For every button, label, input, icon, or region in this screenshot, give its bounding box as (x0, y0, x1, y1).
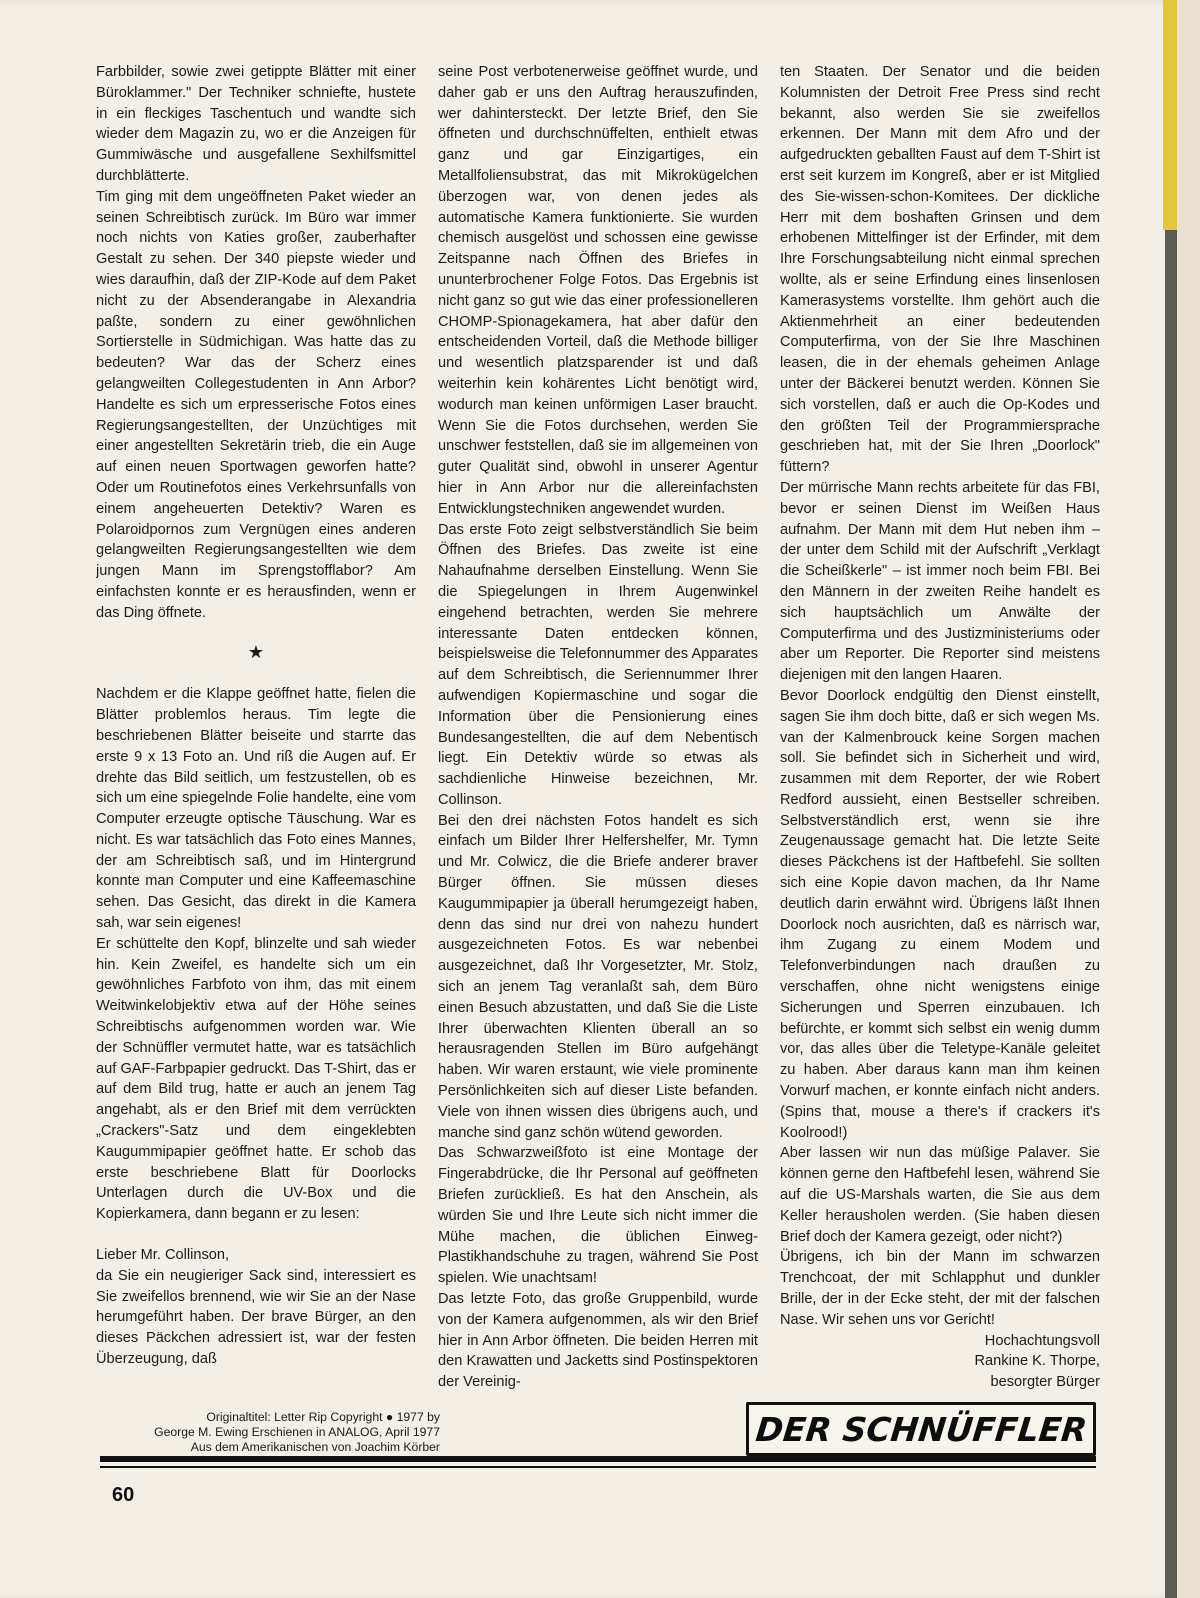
credit-line: Aus dem Amerikanischen von Joachim Körber (190, 1440, 440, 1455)
paragraph: Nachdem er die Klappe geöffnet hatte, fielen die Blätter problemlos heraus. Tim legte die beschriebenen Blätter beiseite und starrte das erste 9 x 13 Foto an. Und riß die Augen auf. Er drehte das Bild seitlich, um festzustellen, ob es sich um eine spiegelnde Folie handelte, eine vom Computer erzeugte optische Täuschung. War es nicht. Es war tatsächlich das Foto eines Mannes, der am Schreibtisch saß, und im Hintergrund konnte man Computer und eine Kaffeemaschine sehen. Das Gesicht, das direkt in die Kamera sah, war sein eigenes! (96, 686, 416, 932)
text-columns (96, 62, 1100, 1402)
paragraph: Das letzte Foto, das große Gruppenbild, wurde von der Kamera aufgenommen, als wir den Brief hier in Ann Arbor öffneten. Die beiden Herren mit den Krawatten und Jacketts sind Postinspektoren der Vereinig- (438, 1291, 758, 1391)
signature-name: Rankine K. Thorpe, (974, 1353, 1100, 1370)
paragraph: Übrigens, ich bin der Mann im schwarzen Trenchcoat, der mit Schlapphut und dunkler Brille, der in der Ecke steht, der mit der falschen Nase. Wir sehen uns vor Gericht! (780, 1249, 1100, 1328)
paragraph: Bei den drei nächsten Fotos handelt es sich einfach um Bilder Ihrer Helfershelfer, Mr. Tymn und Mr. Colwicz, die die Briefe anderer braver Bürger öffnen. Sie müssen dieses Kaugummipapier ja überall herumgezeigt haben, denn das sind nur drei von nahezu hundert ausgezeichneten Fotos. Es war nebenbei ausgezeichnet, daß Ihr Vorgesetzter, Mr. Stolz, sich an jenem Tag veranlaßt sah, dem Büro einen Besuch abzustatten, und daß Sie die Liste Ihrer überwachten Klienten überall an so herausragenden Stellen im Büro aufgehängt haben. Wir waren erstaunt, wie viele prominente Persönlichkeiten sich auf dieser Liste befanden. Viele von ihnen wissen dies übrigens auch, und manche sind ganz schön wütend geworden. (438, 812, 758, 1141)
spacer (96, 1225, 416, 1245)
column-2 (438, 62, 758, 1402)
signature-title: besorgter Bürger (990, 1374, 1100, 1391)
star-divider-icon: ★ (247, 641, 265, 662)
paragraph: Das erste Foto zeigt selbstverständlich Sie beim Öffnen des Briefes. Das zweite ist eine Nahaufnahme derselben Einstellung. Wenn Sie die Spiegelungen in Ihrem Augenwinkel eingehend betrachten, werden Sie mehrere interessante Daten entdecken können, beispielsweise die Telefonnummer des Apparates auf dem Schreibtisch, die Seriennummer Ihrer aufwendigen Kopiermaschine und sogar die Information über die Pensionierung eines Bundesangestellten, die auf dem Nebentisch liegt. Ein Detektiv würde so etwas als sachdienliche Hinweise bezeichnen, Mr. Collinson. (438, 521, 758, 808)
credit-line: George M. Ewing Erschienen in ANALOG, April 1977 (154, 1425, 440, 1440)
section-banner (746, 1402, 1096, 1456)
paragraph: seine Post verbotenerweise geöffnet wurde, und daher gab er uns den Auftrag herauszufinden, wer dahintersteckt. Der letzte Brief, den Sie öffneten und durchschnüffelten, enthielt etwas ganz und gar Einzigartiges, ein Metallfoliensubstrat, das mit Mikrokügelchen überzogen war, von denen jedes als automatische Kamera funktionierte. Sie wurden chemisch ausgelöst und schossen eine gewisse Zeitspanne nach Öffnen des Briefes in ununterbrochener Folge Fotos. Das Ergebnis ist nicht ganz so gut wie das einer professionelleren CHOMP-Spionagekamera, hat aber dafür den entscheidenden Vorteil, daß die Methode billiger und wesentlich platzsparender ist und daß weiterhin kein kohärentes Licht benötigt wird, wodurch man keinen unförmigen Laser braucht. Wenn Sie die Fotos durchsehen, werden Sie unschwer feststellen, daß sie im allgemeinen von guter Qualität sind, obwohl in unserer Agentur hier in Ann Arbor nur die allereinfachsten Entwicklungstechniken angewendet wurden. (438, 64, 758, 517)
paragraph: Der mürrische Mann rechts arbeitete für das FBI, bevor er seinen Dienst im Weißen Haus aufnahm. Der Mann mit dem Hut neben ihm – der unter dem Schild mit der Aufschrift „Verklagt die Scheißkerle" – ist immer noch beim FBI. Bei den Männern in der zweiten Reihe handelt es sich hauptsächlich um Anwälte der Computerfirma und des Justizministeriums oder aber um Reporter. Die Reporter sind meistens diejenigen mit den langen Haaren. (780, 479, 1100, 684)
letter-salutation: Lieber Mr. Collinson, (96, 1247, 230, 1264)
paragraph: Aber lassen wir nun das müßige Palaver. Sie können gerne den Haftbefehl lesen, während Sie auf die US-Marshals warten, die Sie aus dem Keller herausholen werden. (Sie haben diesen Brief doch der Kamera gezeigt, oder nicht?) (780, 1145, 1100, 1245)
paragraph: Bevor Doorlock endgültig den Dienst einstellt, sagen Sie ihm doch bitte, daß er sich wegen Ms. van der Kalmenbrouck keine Sorgen machen soll. Sie befindet sich in Sicherheit und wird, zusammen mit dem Reporter, der wie Robert Redford aussieht, einen Bestseller schreiben. Selbstverständlich erst, wenn sie ihre Zeugenaussage gemacht hat. Die letzte Seite dieses Päckchens ist der Haftbefehl. Sie sollten sich eine Kopie davon machen, da Ihr Name deutlich darin erwähnt wird. Übrigens läßt Ihnen Doorlock noch ausrichten, daß es närrisch war, ihm Zugang zu einem Modem und Telefonverbindungen nach draußen zu verschaffen, ohne nicht wenigstens einige Sicherungen und Sperren einzubauen. Ich befürchte, er kommt sich selbst ein wenig dumm vor, das alles über die Teletype-Kanäle geleitet zu haben. Aber daraus kann man ihm keinen Vorwurf machen, er konnte einfach nicht anders. (Spins that, mouse a there's if crackers it's Koolrood!) (780, 687, 1100, 1141)
paragraph: Er schüttelte den Kopf, blinzelte und sah wieder hin. Kein Zweifel, es handelte sich um ein gewöhnliches Farbfoto von ihm, das mit einem Weitwinkelobjektiv etwa auf der Höhe seines Schreibtischs aufgenommen worden war. Wie der Schnüffler vermutet hatte, war es tatsächlich auf GAF-Farbpapier gedruckt. Das T-Shirt, das er auf dem Bild trug, hatte er auch an jenem Tag angehabt, als er den Brief mit dem verrückten „Crackers"-Satz und dem eingeklebten Kaugummipapier geöffnet hatte. Er schob das erste beschriebene Blatt für Doorlocks Unterlagen durch die UV-Box und die Kopierkamera, dann begann er zu lesen: (96, 935, 416, 1223)
paragraph: Tim ging mit dem ungeöffneten Paket wieder an seinen Schreibtisch zurück. Im Büro war immer noch nichts von Katies großer, zauberhafter Gestalt zu sehen. Der 340 piepste wieder und wies daraufhin, daß der ZIP-Kode auf dem Paket nicht zu der Absenderangabe in Alexandria paßte, sondern zu einer gewöhnlichen Sortierstelle in Südmichigan. Was hatte das zu bedeuten? War das der Scherz eines gelangweilten Collegestudenten in Ann Arbor? Handelte es sich um erpresserische Fotos eines Regierungsangestellten, der Unzüchtiges mit einer angestellten Sekretärin trieb, die ein Auge auf einen neuen Sportwagen geworfen hatte? Oder um Routinefotos eines Verkehrsunfalls von einem angeheuerten Detektiv? Waren es Polaroidpornos zum Vergnügen eines anderen gelangweilten Regierungsangestellten wie dem jungen Mann im Sprengstofflabor? Am einfachsten konnte er es herausfinden, wenn er das Ding öffnete. (96, 188, 416, 621)
column-1 (96, 62, 416, 1402)
binding-edge (1165, 230, 1177, 1598)
paragraph: da Sie ein neugieriger Sack sind, interessiert es Sie zweifellos brennend, wie wir Sie an der Nase herumgeführt haben. Der brave Bürger, an den dieses Päckchen adressiert ist, war der festen Überzeugung, daß (96, 1267, 416, 1368)
credit-line: Originaltitel: Letter Rip Copyright ● 1977 by (206, 1410, 440, 1424)
column-3 (780, 62, 1100, 1402)
paragraph: Das Schwarzweißfoto ist eine Montage der Fingerabdrücke, die Ihr Personal auf geöffneten Briefen zurückließ. Es hat den Anschein, als würden Sie und Ihre Leute sich nicht immer die Mühe machen, die üblichen Einweg-Plastikhandschuhe zu tragen, während Sie Post spielen. Wie unachtsam! (438, 1145, 758, 1287)
credits-block (100, 1410, 440, 1456)
paragraph: ten Staaten. Der Senator und die beiden Kolumnisten der Detroit Free Press sind recht bekannt, also werden Sie sie zweifellos erkennen. Der Mann mit dem Afro und der aufgedruckten geballten Faust auf dem T-Shirt ist erst seit kurzem im Kongreß, aber er ist Mitglied des Sie-wissen-schon-Komitees. Der dickliche Herr mit dem boshaften Grinsen und dem erhobenen Mittelfinger ist der Erfinder, mit dem Ihre Forschungsabteilung nicht einmal sprechen wollte, als er seine Erfindung eines linsenlosen Kamerasystems vorstellte. Ihm gehört auch die Aktienmehrheit an einer bedeutenden Computerfirma, von der Sie Ihre Maschinen leasen, die in der ehemals geheimen Anlage unter der Bäckerei benutzt werden. Können Sie sich vorstellen, daß er auch die Op-Kodes und den größten Teil der Programmiersprache geschrieben hat, mit der Sie Ihren „Doorlock" füttern? (780, 64, 1100, 476)
footer-rule-thin (100, 1466, 1096, 1468)
paragraph: Farbbilder, sowie zwei getippte Blätter mit einer Büroklammer." Der Techniker schniefte, hustete in ein fleckiges Taschentuch und wandte sich wieder dem Magazin zu, wo er die Anzeigen für Gummiwäsche und ausgefallene Sexhilfsmittel durchblätterte. (96, 64, 416, 184)
section-title: DER SCHNÜFFLER (753, 1409, 1089, 1449)
footer-rule (100, 1456, 1096, 1462)
page-number: 60 (112, 1484, 135, 1506)
signature-closing: Hochachtungsvoll (984, 1332, 1100, 1349)
adjacent-page-edge (1163, 0, 1177, 230)
